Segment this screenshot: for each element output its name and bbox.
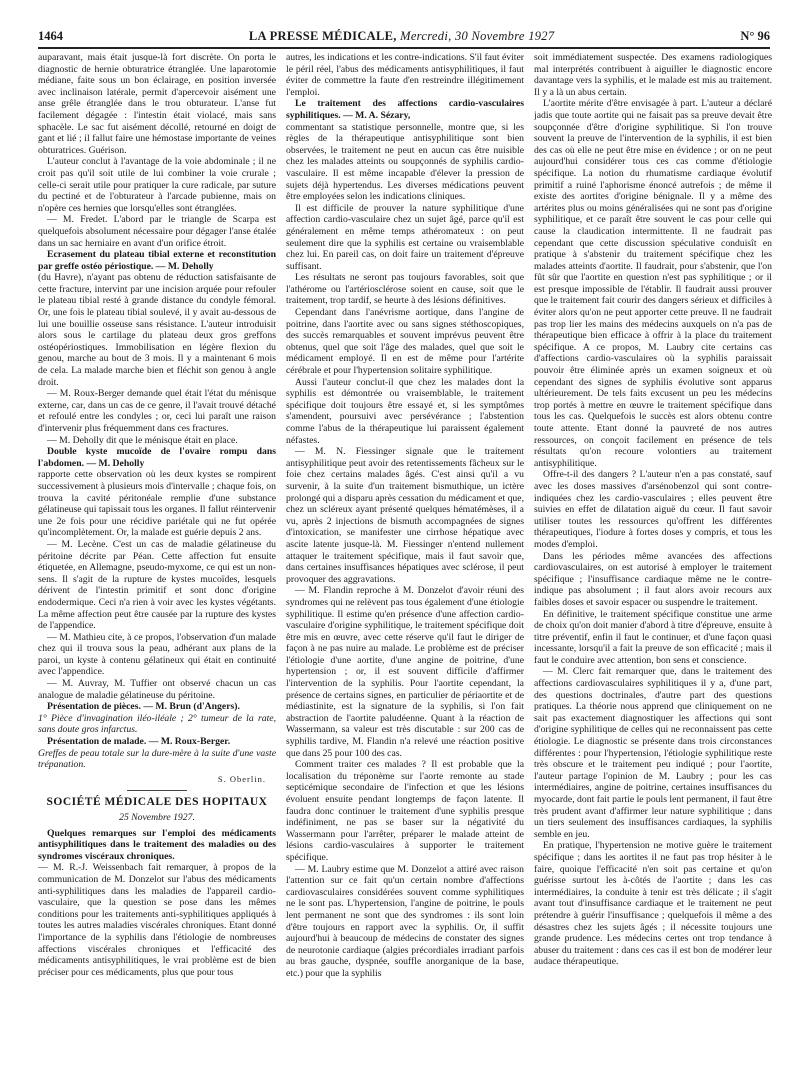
- column-3: [534, 52, 772, 1072]
- journal-title-line: [249, 29, 554, 44]
- paragraph: L'aortite mérite d'être envisagée à part. L'auteur a déclaré jadis que toute aortite qui ne faisait pas sa preuve devait être soupçonnée d'être d'origine syphilitique. Si l'on trouve souvent la preuve de l'intervention de la syphilis, il est bien des cas où elle ne peut être mise en évidence ; or on ne peut aujourd'hui considérer tous ces cas comme d'étiologie spécifique. La notion du rhumatisme cardiaque évolutif primitif a ruiné l'aphorisme énoncé autrefois ; de même il existe des aortites d'origine bénignale. Il y a même des artérites plus ou moins généralisées qui ne sont pas d'origine syphilitique, et ce paraît être souvent le cas pour celle qui cause la claudication intermittente. Il ne faudrait pas cependant que cette discussion spéculative conduisît en pratique à s'abstenir du traitement spécifique chez les malades atteints d'aortite. Il faudrait, pour s'abstenir, que l'on fût sûr que l'aortite en question n'est pas syphilitique ; or il est presque impossible de l'établir. Il faudrait aussi prouver que le traitement fait courir des dangers sérieux et difficiles à éviter alors qu'on ne peut apporter cette preuve. Il ne faudrait pas trop lier les mains des médecins auxquels on n'a pas de thérapeutique bien efficace à offrir à la place du traitement spécifique. A ce propos, M. Laubry cite certains cas d'affections cardio-vasculaires où la syphilis paraissait pouvoir être éliminée après un examen soigneux et où cependant des signes de syphilis évolutive sont apparus ultérieurement. De tels faits excusent un peu les médecins trop portés à mettre en œuvre le traitement spécifique dans tous les cas. Quelquefois le succès est alors obtenu contre toute attente. Etant donné la pauvreté de nos autres ressources, on conçoit facilement en présence de tels résultats qu'on recoure volontiers au traitement antisyphilitique.: [534, 98, 772, 469]
- issue-date: Mercredi, 30 Novembre 1927: [400, 29, 555, 43]
- paragraph: — M. Laubry estime que M. Donzelot a attiré avec raison l'attention sur ce fait qu'un certain nombre d'affections cardiovasculaires considérées souvent comme syphilitiques ne le sont pas. L'hypertension, l'angine de poitrine, le pouls lent permanent ne sont que des syndromes : ils sont loin d'être toujours en rapport avec la syphilis. Or, il suffit aujourd'hui à beaucoup de médecins de constater des signes de neurotonie cardiaque (algies précordiales irradiant parfois au bras gauche, dyspnée, souffle anorganique de la base, etc.) pour que la syphilis: [286, 863, 524, 979]
- paragraph: soit immédiatement suspectée. Des examens radiologiques mal interprétés contribuent à aiguiller le diagnostic encore davantage vers la syphilis, et le malade est mis au traitement. Il y a là un abus certain.: [534, 52, 772, 98]
- paragraph: — M. R.-J. Weissenbach fait remarquer, à propos de la communication de M. Donzelot sur l'abus des médicaments anti-syphilitiques dans les maladies de l'appareil cardio-vasculaire, que la question se pose dans les mêmes conditions pour les traitements anti-syphilitiques appliqués à toutes les autres maladies viscérales chroniques. Etant donné l'importance de la syphilis dans l'étiologie de nombreuses affections viscérales chroniques et l'efficacité des médicaments antisyphilitiques, le vrai problème est de bien préciser pour ces médicaments, plus que pour tous: [38, 862, 276, 978]
- section-heading: Présentation de pièces. — M. Brun (d'Angers).: [47, 701, 240, 713]
- paragraph: L'auteur conclut à l'avantage de la voie abdominale ; il ne croit pas qu'il soit utile de lui combiner la voie crurale ; celle-ci serait utile pour pratiquer la cure radicale, par suture du pectiné et de l'obturateur à l'arcade pubienne, mais on n'opère ces hernies que lorsqu'elles sont étranglées.: [38, 156, 276, 214]
- page-number: 1464: [38, 29, 63, 43]
- paragraph: — M. N. Fiessinger signale que le traitement antisyphilitique peut avoir des retentissements fâcheux sur le foie chez certains malades âgés. C'est ainsi qu'il a vu survenir, à la suite d'un traitement bismuthique, un ictère prolongé qui a disparu après cessation du médicament et que, chez un scléreux ayant présenté quelques hématémèses, il a vu, après 2 injections de bismuth accompagnées de signes d'intoxication, se manifester une cirrhose hépatique avec ascite latente jusque-là. M. Fiessinger n'entend nullement attaquer le traitement spécifique, mais il faut savoir que, dans certaines insuffisances hépatiques avec sclérose, il peut provoquer des aggravations.: [286, 446, 524, 585]
- paragraph: — M. Fredet. L'abord par le triangle de Scarpa est quelquefois absolument nécessaire pour dégager l'anse étalée dans un sac herniaire en avant d'un orifice étroit.: [38, 214, 276, 249]
- column-1: [38, 52, 276, 1072]
- author-signature: S. Oberlin.: [217, 773, 266, 784]
- paragraph: Comment traiter ces malades ? Il est probable que la localisation du tréponème sur l'aorte remonte au stade septicémique secondaire de l'infection et que les lésions évoluent ensuite pendant longtemps de façon latente. Il faudra donc continuer le traitement d'une syphilis presque indéfiniment, ne pas se baser sur la négativité du Wassermann pour l'arrêter, préparer le malade atteint de lésions cardio-vasculaires à supporter le traitement spécifique.: [286, 759, 524, 863]
- paragraph: — M. Flandin reproche à M. Donzelot d'avoir réuni des syndromes qui ne relèvent pas tous également d'une étiologie syphilitique. Il estime qu'en présence d'une affection cardio-vasculaire d'origine syphilitique, le traitement spécifique doit être mis en œuvre, avec cette réserve qu'il faut le diriger de façon à ne pas nuire au malade. Le problème est de préciser l'étiologie d'une aortite, d'une angine de poitrine, d'une hypertension ; or, il est souvent difficile d'affirmer l'intervention de la syphilis. Pour l'aortite cependant, la présence de certains signes, en particulier de périaortite et de médiastinite, est la signature de la syphilis, si l'on fait abstraction de l'aortite paludéenne. Quant à la réaction de Wassermann, sa valeur est très discutable : sur 200 cas de syphilis tardive, M. Flandin n'a relevé une réaction positive que dans 25 pour 100 des cas.: [286, 585, 524, 759]
- paragraph: 1° Pièce d'invagination iléo-iléale ; 2° tumeur de la rate, sans doute gros infarctus.: [38, 712, 276, 736]
- paragraph: — M. Lecène. C'est un cas de maladie gélatineuse du péritoine décrite par Péan. Cette affection fut ensuite étiquetée, en Allemagne, pseudo-myxome, ce qui est un non-sens. Il s'agit de la rupture de kystes mucoïdes, lesquels dérivent de l'intestin primitif et sont donc d'origine endodermique. Ceci n'a rien à voir avec les kystes végétants. La même affection peut être causée par la rupture des kystes de l'appendice.: [38, 538, 276, 632]
- society-title: SOCIÉTÉ MÉDICALE DES HOPITAUX: [46, 796, 268, 809]
- article-columns: [38, 52, 773, 1072]
- paragraph: commentant sa statistique personnelle, montre que, si les règles de la thérapeutique antisyphilitique sont bien observées, le traitement ne peut en aucun cas être nuisible chez les malades atteints ou soupçonnés de syphilis cardio-vasculaire. Il est même incapable d'élever la pression de sujets déjà hypertendus. Les diverses médications peuvent être employées selon les indications cliniques.: [286, 121, 524, 203]
- paragraph: Les résultats ne seront pas toujours favorables, soit que l'athérome ou l'artériosclérose soient en cause, soit que le traitement, trop tardif, se heurte à des lésions définitives.: [286, 272, 524, 307]
- issue-number: N° 96: [740, 29, 770, 43]
- section-heading: Quelques remarques sur l'emploi des médicaments antisyphilitiques dans le traitement des maladies ou des syndromes viscéraux chroniques.: [38, 827, 276, 862]
- paragraph: rapporte cette observation où les deux kystes se rompirent successivement à plusieurs mois d'intervalle ; chaque fois, on trouva la cavité péritonéale remplie d'une substance gélatineuse qui tapissait tous les organes. Il fallut réintervenir une 2e fois pour une récidive pariétale qui ne fut opérée qu'incomplètement. Or, la malade est guérie depuis 2 ans.: [38, 469, 276, 539]
- column-2: [286, 52, 524, 1072]
- paragraph: auparavant, mais était jusque-là fort discrète. On porta le diagnostic de hernie obturatrice étranglée. Une laparotomie médiane, faite sous un bon éclairage, en position inversée avec inclinaison latérale, permit d'apercevoir aisément une anse grêle étranglée dans le trou obturateur. L'anse fut facilement dégagée : l'intestin était violacé, mais sans sphacèle. Le sac fut aisément décollé, retourné en doigt de gant et lié ; il fallut faire une hémostase importante de veines obturatrices. Guérison.: [38, 52, 276, 156]
- paragraph: — M. Deholly dit que le ménisque était en place.: [47, 434, 238, 446]
- paragraph: — M. Clerc fait remarquer que, dans le traitement des affections cardiovasculaires syphilitiques il y a, d'une part, des questions doctrinales, d'autre part des questions pratiques. La théorie nous apprend que cliniquement on ne sait pas exactement diagnostiquer les affections qui sont d'origine syphilitique de celles qui ne reconnaissent pas cette étiologie. Le diagnostic se présente dans trois circonstances différentes : pour l'hypertension, l'étiologie syphilitique reste très obscure et le traitement peu indiqué ; pour l'aortite, l'auteur partage l'opinion de M. Laubry ; pour les cas intermédiaires, angine de poitrine, certaines insuffisances du myocarde, dont fait partie le pouls lent permanent, il faut être très prudent avant d'affirmer leur nature syphilitique ; dans un tiers seulement des insuffisances cardiaques, la syphilis semble en jeu.: [534, 666, 772, 840]
- society-date: 25 Novembre 1927.: [119, 812, 195, 823]
- paragraph: Aussi l'auteur conclut-il que chez les malades dont la syphilis est démontrée ou vraisemblable, le traitement spécifique doit toujours être essayé et, si les symptômes s'amendent, poursuivi avec persévérance ; l'abstention comme l'abus de la thérapeutique lui paraissent également néfastes.: [286, 376, 524, 446]
- paragraph: En définitive, le traitement spécifique constitue une arme de choix qu'on doit manier d'abord à titre d'épreuve, ensuite à titre préventif, enfin il faut le continuer, et d'une façon quasi incessante, lorsqu'il a fait la preuve de son efficacité ; mais il faut le conduire avec attention, bon sens et conscience.: [534, 608, 772, 666]
- journal-title: LA PRESSE MÉDICALE,: [248, 29, 397, 43]
- section-heading: Ecrasement du plateau tibial externe et reconstitution par greffe ostéo périostique. — M. Deholly: [38, 249, 276, 272]
- paragraph: Dans les périodes même avancées des affections cardiovasculaires, on est autorisé à employer le traitement spécifique ; l'insuffisance cardiaque même ne le contre-indique pas absolument ; il faut alors avoir recours aux faibles doses et savoir espacer ou suspendre le traitement.: [534, 550, 772, 608]
- section-heading: Le traitement des affections cardio-vasculaires syphilitiques. — M. A. Sézary,: [286, 98, 524, 121]
- paragraph: Offre-t-il des dangers ? L'auteur n'en a pas constaté, sauf avec les doses massives d'arsénobenzol qui sont contre-indiquées chez les cardio-vasculaires ; elles peuvent être suivies en effet de dilatation aiguë du cœur. Il faut savoir utiliser toutes les ressources qu'offrent les différentes thérapeutiques, l'iodure à fortes doses y compris, et tous les modes d'emploi.: [534, 469, 772, 550]
- divider: [127, 790, 187, 791]
- paragraph: — M. Mathieu cite, à ce propos, l'observation d'un malade chez qui il trouva sous la peau, adhérant aux plans de la paroi, un kyste à contenu gélatineux qui était en continuité avec l'appendice.: [38, 631, 276, 678]
- paragraph: (du Havre), n'ayant pas obtenu de réduction satisfaisante de cette fracture, intervint par une incision arquée pour refouler le plateau tibial resté à grande distance du condyle fémoral. Or, une fois le plateau tibial soulevé, il y avait au-dessous de lui une bouillie osseuse sans résistance. L'auteur introduisit alors sous le cartilage du plateau deux gros greffons ostéopériostiques. Immobilisation en légère flexion du genou, marche au bout de 3 mois. Il y a maintenant 6 mois de cela. La malade marche bien et fléchit son genou à angle droit.: [38, 272, 276, 388]
- paragraph: Greffes de peau totale sur la dure-mère à la suite d'une vaste trépanation.: [38, 747, 276, 771]
- paragraph: En pratique, l'hypertension ne motive guère le traitement spécifique ; dans les aortites il ne faut pas trop hésiter à le faire, quoique l'efficacité n'en soit pas certaine et qu'on guérisse surtout les à-côtés de l'aortite ; dans les cas intermédiaires, la conduite à tenir est très délicate ; il s'agit avant tout d'insuffisance cardiaque et le traitement ne peut prétendre à guérir l'insuffisance ; quelquefois il même a des désastres chez les sujets âgés ; il nécessite toujours une grande prudence. Les médecins certes ont trop tendance à abuser du traitement : dans ces cas il est bon de modérer leur audace thérapeutique.: [534, 840, 772, 968]
- paragraph: — M. Roux-Berger demande quel était l'état du ménisque externe, car, dans un cas de ce genre, il l'avait trouvé détaché et refoulé entre les condyles ; or, ceci lui paraît une raison d'intervenir plus fréquemment dans ces fractures.: [38, 388, 276, 434]
- section-heading: Double kyste mucoïde de l'ovaire rompu dans l'abdomen. — M. Deholly: [38, 446, 276, 469]
- paragraph: Il est difficile de prouver la nature syphilitique d'une affection cardio-vasculaire chez un sujet âgé, parce qu'il est généralement en même temps athéromateux : on peut seulement dire que la syphilis est certaine ou vraisemblable chez lui. En pareil cas, on doit faire un traitement d'épreuve suffisant.: [286, 202, 524, 272]
- paragraph: autres, les indications et les contre-indications. S'il faut éviter le péril réel, l'abus des médicaments antisyphilitiques, il faut éviter de commettre la faute d'en restreindre illégitimement l'emploi.: [286, 52, 524, 98]
- section-heading: Présentation de malade. — M. Roux-Berger.: [47, 736, 231, 748]
- paragraph: — M. Auvray, M. Tuffier ont observé chacun un cas analogue de maladie gélatineuse du péritoine.: [38, 678, 276, 701]
- page-header: [38, 22, 770, 49]
- paragraph: Cependant dans l'anévrisme aortique, dans l'angine de poitrine, dans l'aortite avec ou sans signes stéthoscopiques, des succès remarquables et souvent imprévus peuvent être obtenus, quel que soit l'âge des malades, quel que soit le médicament employé. Il en est de même pour l'artérite cérébrale et pour l'hypertension solitaire syphilitique.: [286, 307, 524, 377]
